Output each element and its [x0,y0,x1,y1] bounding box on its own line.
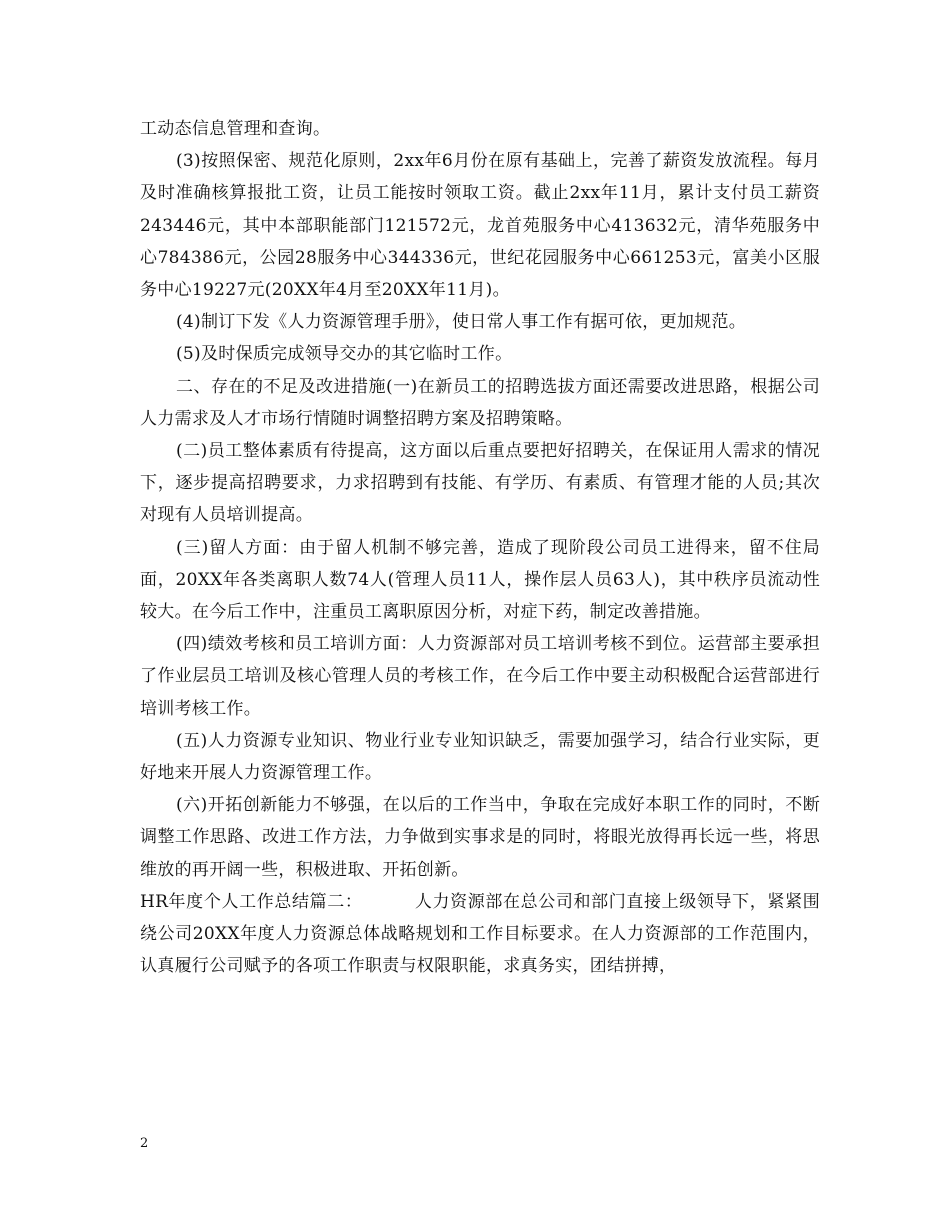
paragraph-point-2: (二)员工整体素质有待提高，这方面以后重点要把好招聘关，在保证用人需求的情况下，逐步提高招聘要求，力求招聘到有技能、有学历、有素质、有管理才能的人员;其次对现有人员培训提高。 [140,441,820,526]
paragraph-point-4: (四)绩效考核和员工培训方面：人力资源部对员工培训考核不到位。运营部主要承担了作业层员工培训及核心管理人员的考核工作，在今后工作中要主动积极配合运营部进行培训考核工作。 [140,634,820,719]
paragraph-section-2: 二、存在的不足及改进措施(一)在新员工的招聘选拔方面还需要改进思路，根据公司人力需求及人才市场行情随时调整招聘方案及招聘策略。 [140,376,820,429]
paragraph-point-3: (三)留人方面：由于留人机制不够完善，造成了现阶段公司员工进得来，留不住局面，20XX年各类离职人数74人(管理人员11人，操作层人员63人)，其中秩序员流动性较大。在今后工作中，注重员工离职原因分析，对症下药，制定改善措施。 [140,537,820,623]
body-text [140,113,820,982]
paragraph-item-5: (5)及时保质完成领导交办的其它临时工作。 [176,344,513,365]
page-number: 2 [140,1136,149,1151]
paragraph-item-4: (4)制订下发《人力资源管理手册》，使日常人事工作有据可依，更加规范。 [176,312,747,333]
paragraph-point-5: (五)人力资源专业知识、物业行业专业知识缺乏，需要加强学习，结合行业实际，更好地来开展人力资源管理工作。 [140,730,820,784]
paragraph-continuation: 工动态信息管理和查询。 [140,119,331,139]
closing-text: 人力资源部在总公司和部门直接上级领导下，紧紧围绕公司20XX年度人力资源总体战略规划和工作目标要求。在人力资源部的工作范围内，认真履行公司赋予的各项工作职责与权限职能，求真务实，团结拼搏， [140,891,820,977]
closing-paragraph [140,886,820,983]
paragraph-point-6: (六)开拓创新能力不够强，在以后的工作当中，争取在完成好本职工作的同时，不断调整工作思路、改进工作方法，力争做到实事求是的同时，将眼光放得再长远一些，将思维放的再开阔一些，积极进取、开拓创新。 [140,795,820,880]
closing-heading: HR年度个人工作总结篇二： [140,891,363,912]
paragraph-item-3: (3)按照保密、规范化原则，2xx年6月份在原有基础上，完善了薪资发放流程。每月及时准确核算报批工资，让员工能按时领取工资。截止2xx年11月，累计支付员工薪资243446元，其中本部职能部门121572元，龙首苑服务中心413632元，清华苑服务中心784386元，公园28服务中心344336元，世纪花园服务中心661253元，富美小区服务中心19227元(20XX年4月至20XX年11月)。 [140,151,820,301]
